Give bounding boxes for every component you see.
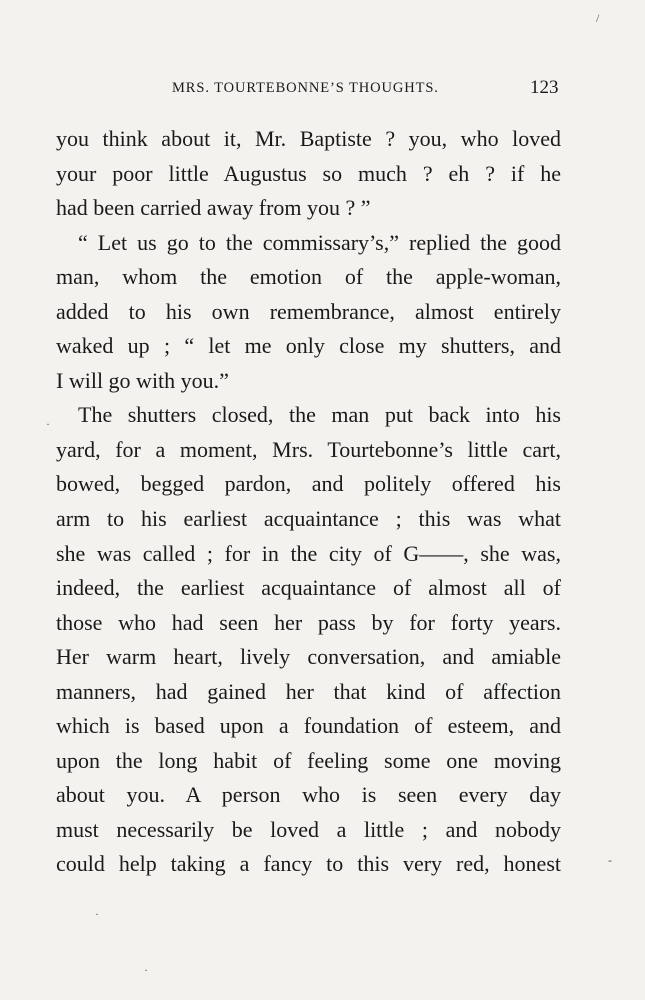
text-line: I will go with you.” bbox=[56, 367, 229, 393]
text-line: manners, had gained her that kind of affection bbox=[56, 678, 561, 704]
text-line: indeed, the earliest acquaintance of almost all of bbox=[56, 575, 561, 601]
text-line: you think about it, Mr. Baptiste ? you, who loved bbox=[56, 126, 561, 151]
text-line: your poor little Augustus so much ? eh ? if he bbox=[56, 160, 561, 186]
text-line: must necessarily be loved a little ; and nobody bbox=[56, 816, 561, 842]
text-line: which is based upon a foundation of esteem, and bbox=[56, 713, 561, 739]
text-line: yard, for a moment, Mrs. Tourtebonne’s little cart, bbox=[56, 436, 561, 462]
print-speck: · bbox=[46, 417, 50, 431]
text-line: bowed, begged pardon, and politely offered his bbox=[56, 471, 561, 497]
text-line: those who had seen her pass by for forty years. bbox=[56, 609, 561, 635]
text-line: she was called ; for in the city of G——, she was, bbox=[56, 540, 561, 566]
text-line: “ Let us go to the commissary’s,” replied the good bbox=[78, 229, 561, 255]
print-speck: - bbox=[608, 853, 612, 867]
body-text bbox=[56, 122, 561, 882]
print-speck: · bbox=[95, 907, 99, 921]
text-line: Her warm heart, lively conversation, and amiable bbox=[56, 644, 561, 670]
text-line: added to his own remembrance, almost entirely bbox=[56, 298, 561, 324]
text-line: arm to his earliest acquaintance ; this was what bbox=[56, 506, 561, 532]
text-line: had been carried away from you ? ” bbox=[56, 195, 371, 221]
text-line: man, whom the emotion of the apple-woman, bbox=[56, 264, 561, 290]
text-line: could help taking a fancy to this very red, honest bbox=[56, 851, 561, 877]
running-head: MRS. TOURTEBONNE’S THOUGHTS. bbox=[172, 80, 439, 96]
text-line: upon the long habit of feeling some one moving bbox=[56, 747, 561, 773]
page-number: 123 bbox=[530, 77, 559, 98]
print-speck: / bbox=[596, 11, 600, 25]
text-line: The shutters closed, the man put back into his bbox=[78, 402, 561, 428]
text-line: waked up ; “ let me only close my shutters, and bbox=[56, 333, 561, 359]
print-speck: · bbox=[144, 963, 148, 977]
text-line: about you. A person who is seen every day bbox=[56, 782, 561, 808]
